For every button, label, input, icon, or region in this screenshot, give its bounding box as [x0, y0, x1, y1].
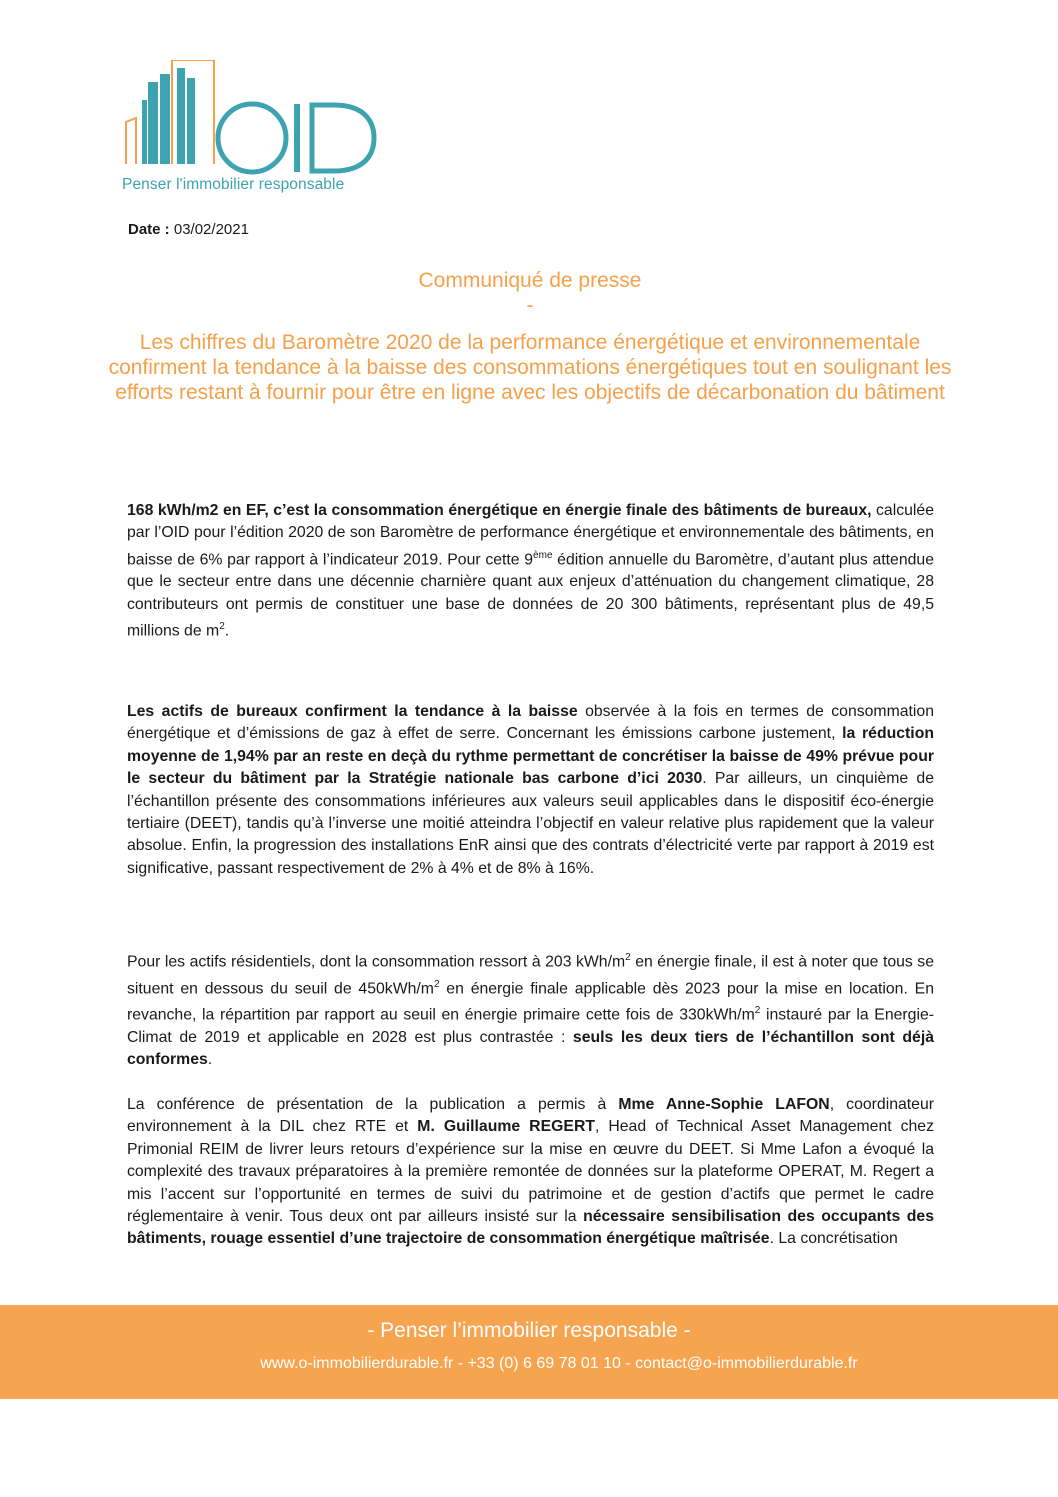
- p3-text-e: .: [207, 1051, 213, 1069]
- p1-sup: ème: [533, 549, 553, 561]
- p3-text-d: instauré par la Energie-Climat de 2019 et applicable en 2028 est plus contrastée :: [127, 1006, 934, 1047]
- paragraph-1: [127, 500, 934, 643]
- oid-logo: [122, 60, 392, 200]
- press-release-kicker: Communiqué de presse: [418, 269, 642, 292]
- p2-text-a: observée à la fois en termes de consommation énergétique et d’émissions de gaz à effet de serre. Concernant les émissions carbone justement,: [127, 703, 934, 743]
- p4-text-d: . La concrétisation: [769, 1230, 898, 1248]
- p4-bold-c: nécessaire sensibilisation des occupants des bâtiments, rouage essentiel d’une trajectoire de consommation énergétique maîtrisée: [127, 1208, 935, 1248]
- p4-text-c: , Head of Technical Asset Management chez Primonial REIM de livrer leurs retours d’expérience sur la mise en œuvre du DEET. Si Mme Lafon a évoqué la complexité des travaux préparatoires à la première remontée de données sur la plateforme OPERAT, M. Regert a mis l’accent sur l’opportunité en termes de suivi du patrimoine et de gestion d’actifs que permet le cadre réglementaire à venir. Tous deux ont par ailleurs insisté sur la: [127, 1118, 934, 1226]
- p2-text-b: . Par ailleurs, un cinquième de l’échantillon présente des consommations inférieures aux valeurs seuil applicables dans le dispositif éco-énergie tertiaire (DEET), tandis qu’à l’inverse une moitié atteindra l’objectif en valeur relative plus rapidement que la valeur absolue. Enfin, la progression des installations EnR ainsi que des contrats d’électricité verte par rapport à 2019 est significative, passant respectivement de 2% à 4% et de 8% à 16%.: [127, 770, 934, 877]
- p1-sup2: 2: [219, 621, 225, 633]
- p3-sup-a: 2: [625, 952, 631, 963]
- p1-text-c: .: [224, 622, 230, 640]
- p4-bold-b: M. Guillaume REGERT: [417, 1118, 595, 1136]
- paragraph-2: [127, 701, 934, 880]
- p2-bold-mid: la réduction moyenne de 1,94% par an reste en deçà du rythme permettant de concrétiser la baisse de 49% prévue pour le secteur du bâtiment par la Stratégie nationale bas carbone d’ici 2030: [127, 725, 934, 788]
- footer-title: - Penser l’immobilier responsable -: [367, 1319, 691, 1342]
- p3-text-a: Pour les actifs résidentiels, dont la consommation ressort à 203 kWh/m: [127, 953, 626, 971]
- p4-text-b: , coordinateur environnement à la DIL chez RTE et: [127, 1096, 934, 1136]
- paragraph-4: [127, 1094, 934, 1251]
- footer-contact[interactable]: www.o-immobilierdurable.fr - +33 (0) 6 69 78 01 10 - contact@o-immobilierdurable.fr: [260, 1355, 858, 1372]
- footer-band: [0, 1305, 1058, 1399]
- oid-logo-icon: [122, 60, 392, 178]
- p3-text-b: en énergie finale, il est à noter que tous se situent en dessous du seuil de 450kWh/m: [127, 953, 934, 997]
- paragraph-3: [127, 947, 934, 1072]
- p1-text-a: calculée par l’OID pour l’édition 2020 de son Baromètre de performance énergétique et environnementale des bâtiments, en baisse de 6% par rapport à l’indicateur 2019. Pour cette 9: [127, 502, 934, 569]
- date-value: 03/02/2021: [173, 221, 249, 238]
- p1-lead: 168 kWh/m2 en EF, c’est la consommation énergétique en énergie finale des bâtiments de bureaux,: [127, 502, 872, 519]
- p3-bold-end: seuls les deux tiers de l’échantillon sont déjà conformes: [127, 1029, 934, 1069]
- p4-bold-a: Mme Anne-Sophie LAFON: [618, 1096, 830, 1113]
- logo-tagline: Penser l'immobilier responsable: [122, 176, 345, 193]
- p4-text-a: La conférence de présentation de la publication a permis à: [127, 1096, 619, 1113]
- date-label: Date :: [128, 221, 170, 238]
- p2-lead: Les actifs de bureaux confirment la tendance à la baisse: [127, 703, 578, 720]
- headline-title: Les chiffres du Baromètre 2020 de la performance énergétique et environnementale confirment la tendance à la baisse des consommations énergétiques tout en soulignant les efforts restant à fournir pour être en ligne avec les objectifs de décarbonation du bâtiment: [108, 331, 952, 404]
- p3-sup-c: 2: [754, 1005, 761, 1017]
- headline-separator: -: [526, 294, 534, 317]
- p1-text-b: édition annuelle du Baromètre, d’autant plus attendue que le secteur entre dans une décennie charnière quant aux enjeux d’atténuation du changement climatique, 28 contributeurs ont permis de constituer une base de données de 20 300 bâtiments, représentant plus de 49,5 millions de m: [127, 551, 934, 640]
- date-line: [128, 221, 249, 238]
- p3-text-c: en énergie finale applicable dès 2023 pour la mise en location. En revanche, la répartition par rapport au seuil en énergie primaire cette fois de 330kWh/m: [127, 979, 934, 1024]
- p3-sup-b: 2: [433, 978, 440, 990]
